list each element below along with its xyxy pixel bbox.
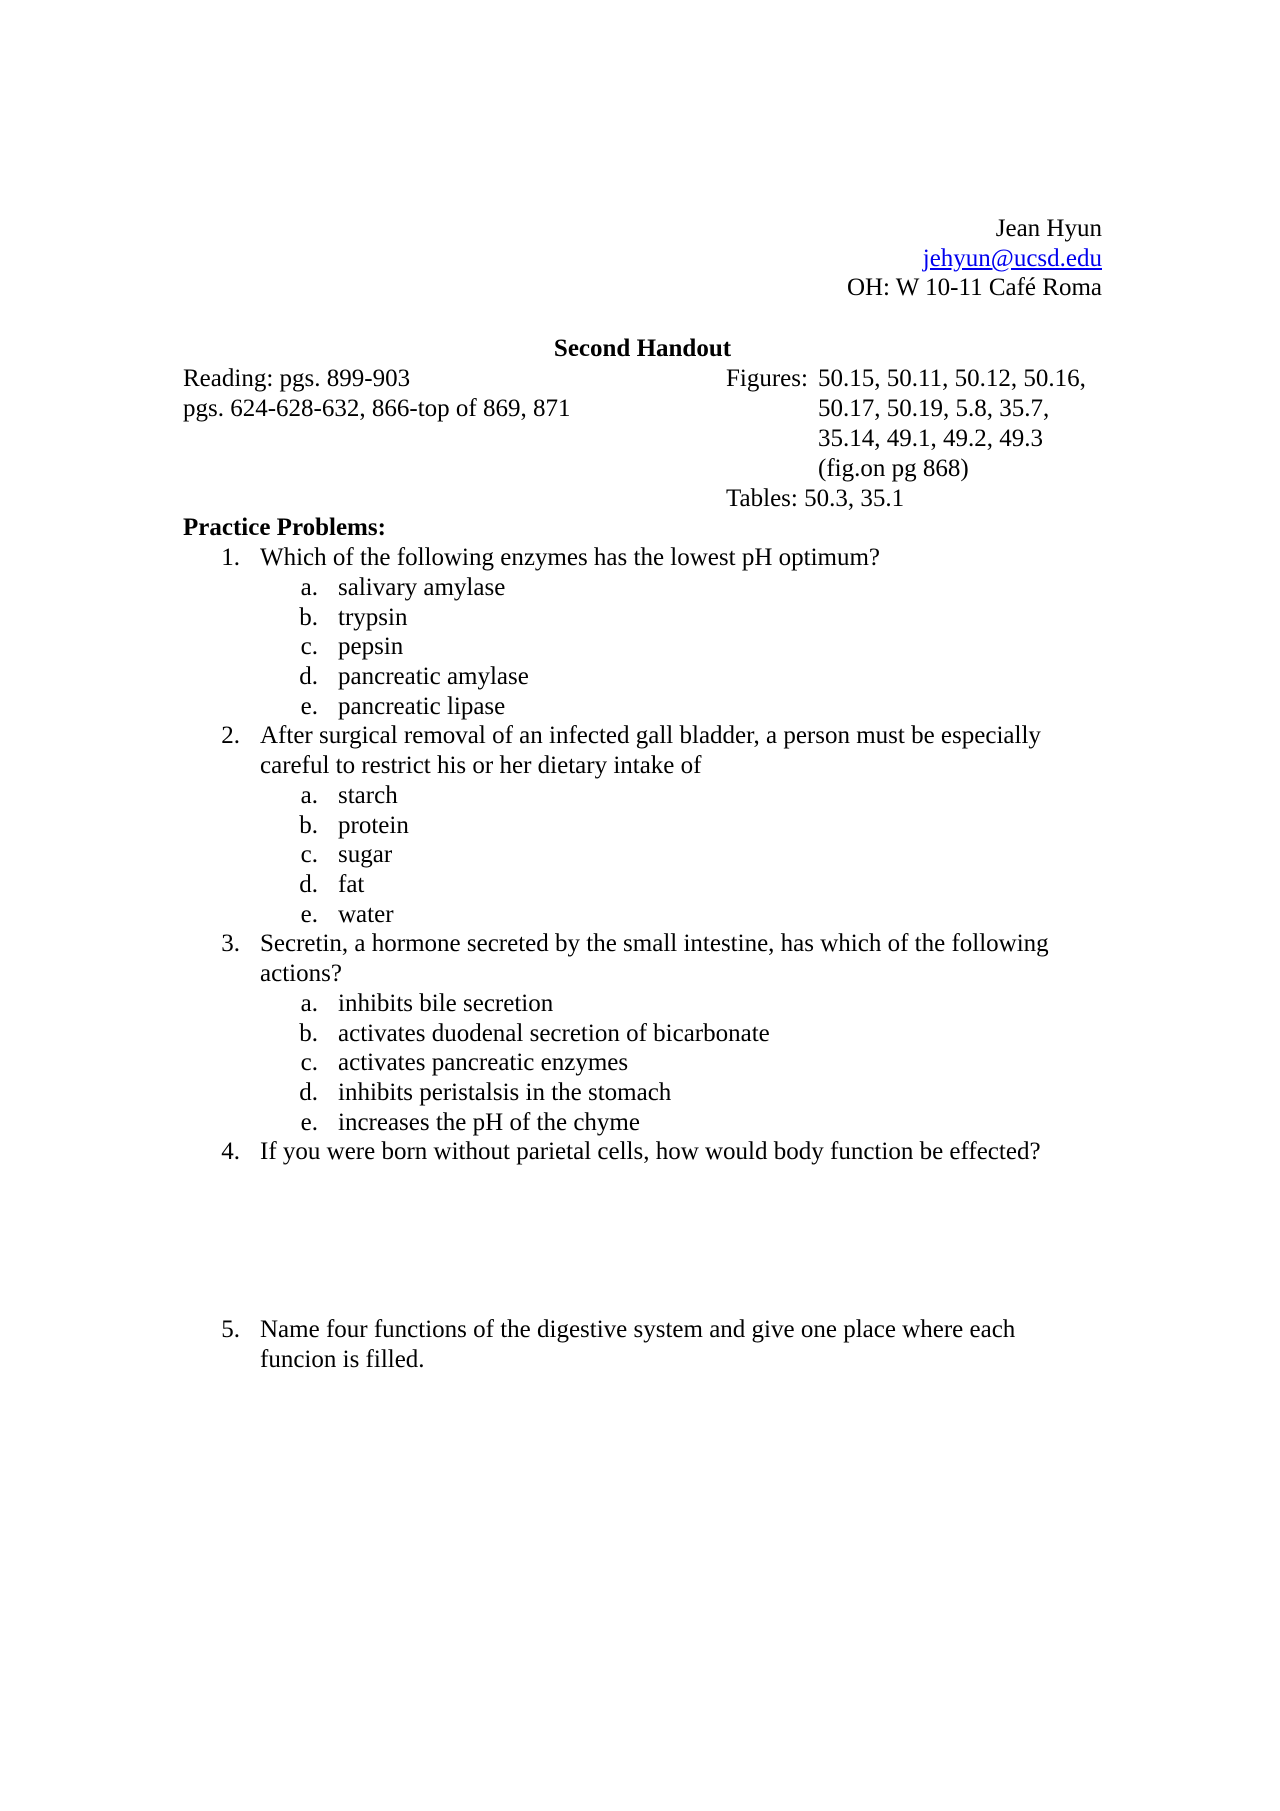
reading-line-2: pgs. 624-628-632, 866-top of 869, 871 [183, 395, 571, 422]
option-text: starch [338, 782, 398, 809]
office-hours: OH: W 10-11 Café Roma [846, 274, 1102, 301]
question-text: careful to restrict his or her dietary intake of [260, 752, 702, 779]
option-text: protein [338, 812, 409, 839]
option-text: inhibits bile secretion [338, 990, 554, 1017]
option-letter: d. [299, 663, 318, 690]
option-text: water [338, 901, 394, 928]
question-number: 2. [221, 722, 240, 749]
author-email-link[interactable]: jehyun@ucsd.edu [922, 245, 1102, 272]
question-number: 5. [221, 1316, 240, 1343]
question-text: If you were born without parietal cells, how would body function be effected? [260, 1138, 1041, 1165]
option-letter: e. [300, 1109, 318, 1136]
question-number: 1. [221, 544, 240, 571]
question-text: Name four functions of the digestive system and give one place where each [260, 1316, 1016, 1343]
option-text: salivary amylase [338, 574, 506, 601]
figures-line-4: (fig.on pg 868) [818, 455, 969, 482]
option-text: pepsin [338, 633, 404, 660]
option-text: pancreatic amylase [338, 663, 529, 690]
option-text: inhibits peristalsis in the stomach [338, 1079, 672, 1106]
question-text: Secretin, a hormone secreted by the small intestine, has which of the following [260, 930, 1049, 957]
question-number: 3. [221, 930, 240, 957]
reading-line-1: Reading: pgs. 899-903 [183, 365, 411, 392]
option-letter: c. [300, 1049, 318, 1076]
option-letter: b. [299, 812, 318, 839]
option-text: sugar [338, 841, 393, 868]
option-text: activates duodenal secretion of bicarbonate [338, 1020, 770, 1047]
figures-line-2: 50.17, 50.19, 5.8, 35.7, [818, 395, 1050, 422]
option-letter: a. [300, 574, 318, 601]
option-letter: e. [300, 693, 318, 720]
author-name: Jean Hyun [995, 215, 1102, 242]
option-letter: a. [300, 990, 318, 1017]
practice-heading: Practice Problems: [183, 514, 386, 541]
option-letter: b. [299, 1020, 318, 1047]
option-letter: c. [300, 841, 318, 868]
tables-line: Tables: 50.3, 35.1 [726, 485, 905, 512]
question-number: 4. [221, 1138, 240, 1165]
figures-label: Figures: [726, 365, 808, 392]
option-text: increases the pH of the chyme [338, 1109, 640, 1136]
option-letter: d. [299, 871, 318, 898]
question-text: actions? [260, 960, 342, 987]
question-text: After surgical removal of an infected gall bladder, a person must be especially [260, 722, 1041, 749]
option-letter: a. [300, 782, 318, 809]
option-letter: e. [300, 901, 318, 928]
page-title: Second Handout [553, 335, 732, 362]
option-text: fat [338, 871, 365, 898]
option-text: activates pancreatic enzymes [338, 1049, 629, 1076]
option-letter: c. [300, 633, 318, 660]
question-text: Which of the following enzymes has the lowest pH optimum? [260, 544, 881, 571]
question-text: funcion is filled. [260, 1346, 425, 1373]
option-letter: b. [299, 604, 318, 631]
option-text: pancreatic lipase [338, 693, 506, 720]
figures-line-3: 35.14, 49.1, 49.2, 49.3 [818, 425, 1043, 452]
option-text: trypsin [338, 604, 408, 631]
option-letter: d. [299, 1079, 318, 1106]
figures-line-1: 50.15, 50.11, 50.12, 50.16, [818, 365, 1086, 392]
